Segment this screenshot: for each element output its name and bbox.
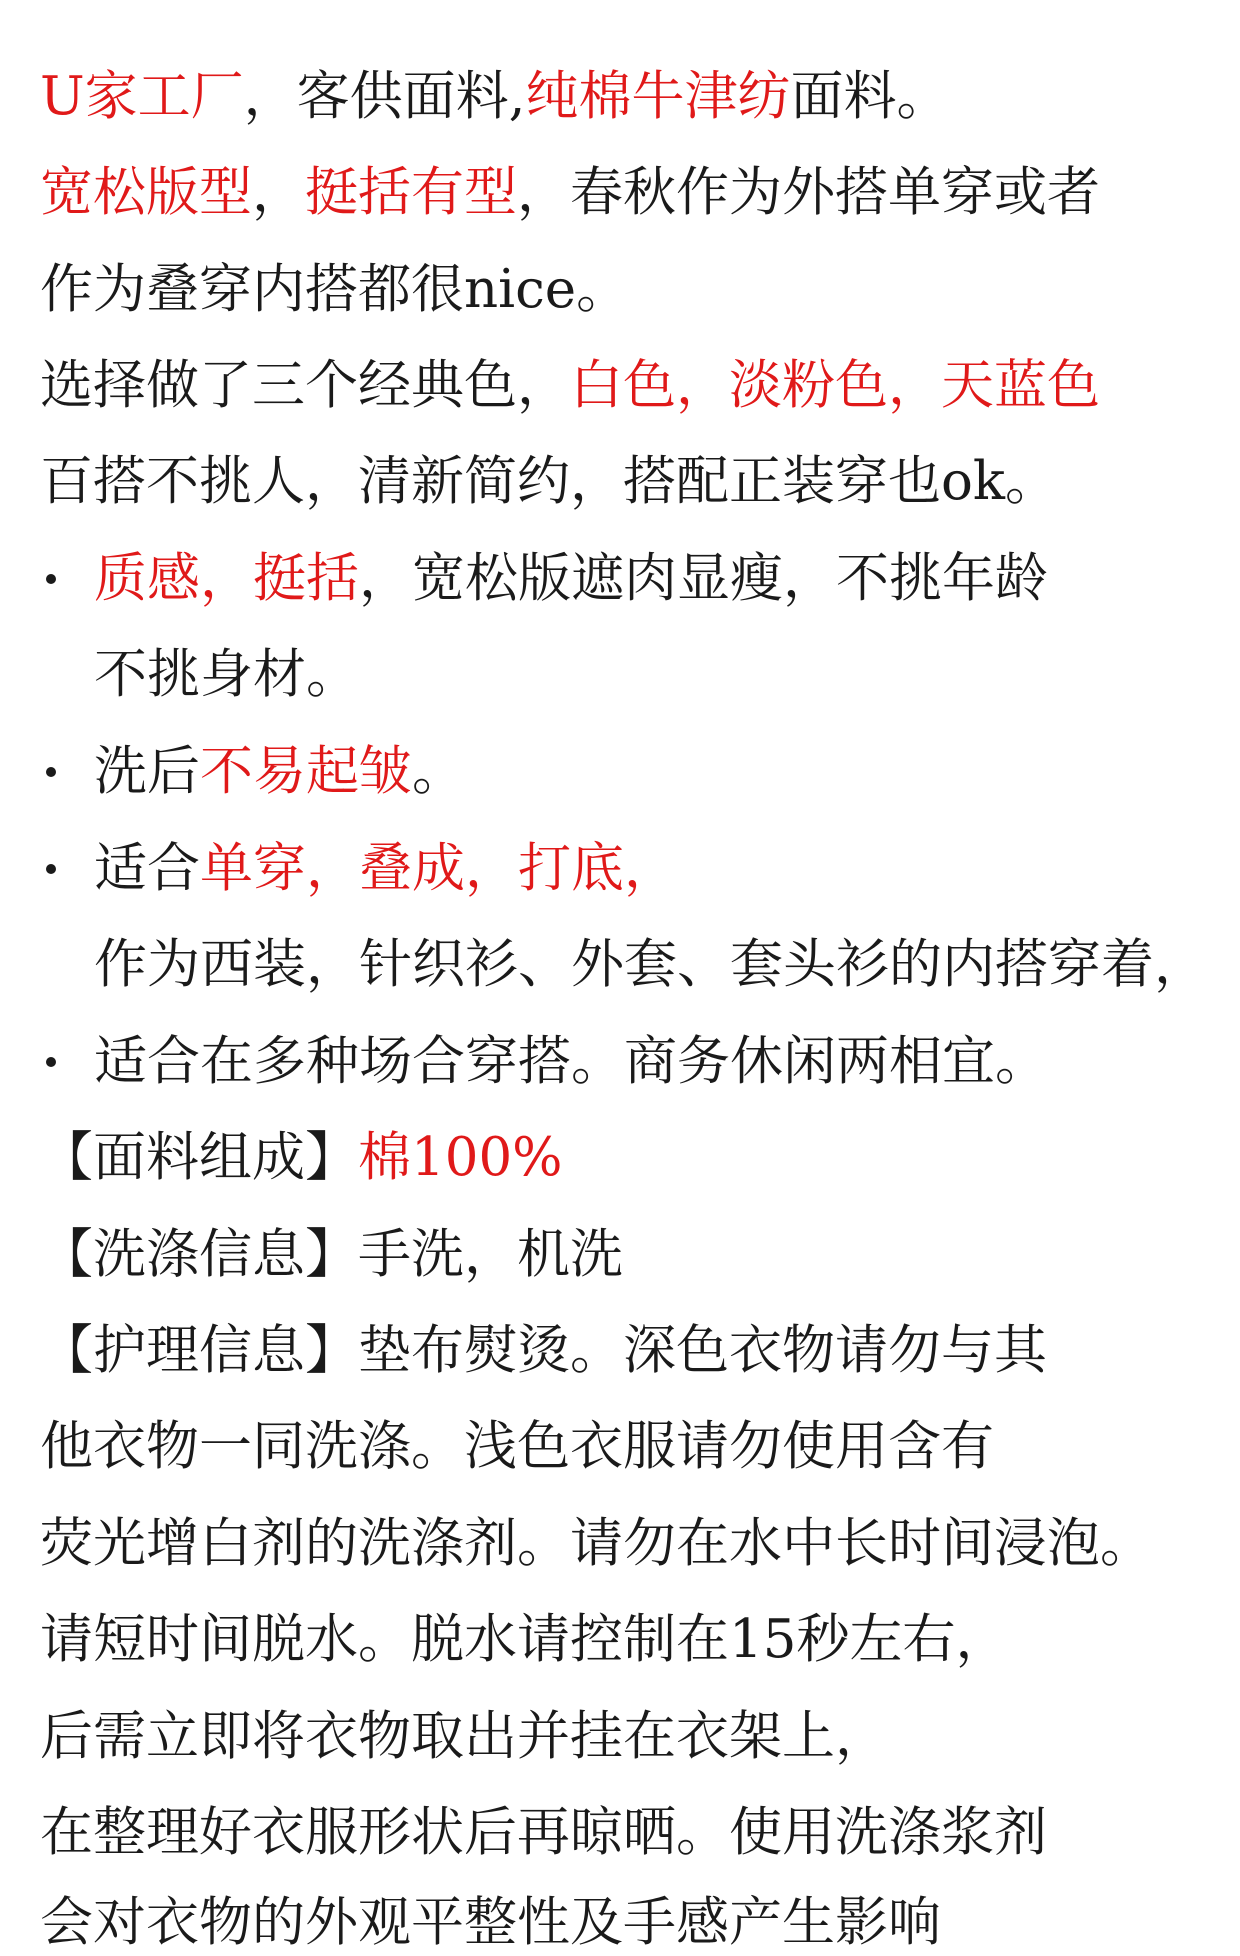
text-segment: 作为叠穿内搭都很nice。: [40, 259, 630, 320]
colors-line: [40, 353, 1100, 419]
fabric-composition: [40, 1125, 563, 1191]
care-info-continued: [40, 1607, 1008, 1673]
composition-value: 棉100%: [358, 1127, 563, 1188]
text-segment: 不挑身材。: [94, 644, 359, 705]
text-segment: 作为西装，针织衫、外套、套头衫的内搭穿着，: [94, 934, 1207, 995]
shape-highlight: 挺括有型: [305, 162, 517, 223]
text-segment: 会对衣物的外观平整性及手感产生影响: [40, 1892, 941, 1953]
composition-label: 【面料组成】: [40, 1127, 358, 1188]
text-segment: 他衣物一同洗涤。浅色衣服请勿使用含有: [40, 1416, 994, 1477]
fit-line: [40, 160, 1100, 226]
text-segment: 百搭不挑人，清新简约，搭配正装穿也ok。: [40, 451, 1059, 512]
care-info-continued: [40, 1800, 1047, 1866]
texture-bullet-continued: [94, 642, 359, 708]
text-segment: 洗后: [94, 741, 200, 802]
matching-line: [40, 449, 1058, 515]
wear-bullet-continued: [94, 932, 1207, 998]
intro-line: [40, 64, 950, 130]
fabric-highlight: 纯棉牛津纺: [525, 66, 791, 127]
wrinkle-highlight: 不易起皱: [200, 741, 412, 802]
texture-highlight: 质感，挺括: [94, 548, 359, 609]
care-info-continued: [40, 1414, 994, 1480]
text-segment: 在整理好衣服形状后再晾晒。使用洗涤浆剂: [40, 1802, 1047, 1863]
text-segment: ，客供面料,: [243, 66, 526, 127]
wear-bullet: [94, 836, 677, 902]
text-segment: 适合在多种场合穿搭。商务休闲两相宜。: [94, 1031, 1048, 1092]
occasion-bullet: [94, 1029, 1048, 1095]
text-segment: 。: [412, 741, 465, 802]
texture-bullet: [94, 546, 1048, 612]
text-segment: ，: [252, 162, 305, 223]
text-segment: 【洗涤信息】手洗，机洗: [40, 1224, 623, 1285]
wear-highlight: 单穿，叠成，打底，: [200, 838, 677, 899]
text-segment: ，春秋作为外搭单穿或者: [517, 162, 1100, 223]
text-segment: ，宽松版遮肉显瘦，不挑年龄: [359, 548, 1048, 609]
care-info-continued: [40, 1704, 888, 1770]
care-info-continued: [40, 1890, 941, 1956]
text-segment: 请短时间脱水。脱水请控制在15秒左右，: [40, 1609, 1009, 1670]
bullet-icon: [46, 767, 56, 777]
washing-info: [40, 1222, 623, 1288]
text-segment: 荧光增白剂的洗涤剂。请勿在水中长时间浸泡。: [40, 1513, 1153, 1574]
text-segment: 面料。: [790, 66, 950, 127]
wrinkle-bullet: [94, 739, 465, 805]
bullet-icon: [46, 1057, 56, 1067]
care-info-continued: [40, 1511, 1153, 1577]
layering-line: [40, 257, 629, 323]
text-segment: 后需立即将衣物取出并挂在衣架上，: [40, 1706, 888, 1767]
text-segment: 【护理信息】垫布熨烫。深色衣物请勿与其: [40, 1320, 1047, 1381]
colors-highlight: 白色，淡粉色，天蓝色: [570, 355, 1100, 416]
bullet-icon: [46, 864, 56, 874]
care-info: [40, 1318, 1047, 1384]
text-segment: 选择做了三个经典色，: [40, 355, 570, 416]
text-segment: 适合: [94, 838, 200, 899]
fit-highlight: 宽松版型: [40, 162, 252, 223]
bullet-icon: [46, 574, 56, 584]
factory-label: U家工厂: [40, 66, 244, 127]
